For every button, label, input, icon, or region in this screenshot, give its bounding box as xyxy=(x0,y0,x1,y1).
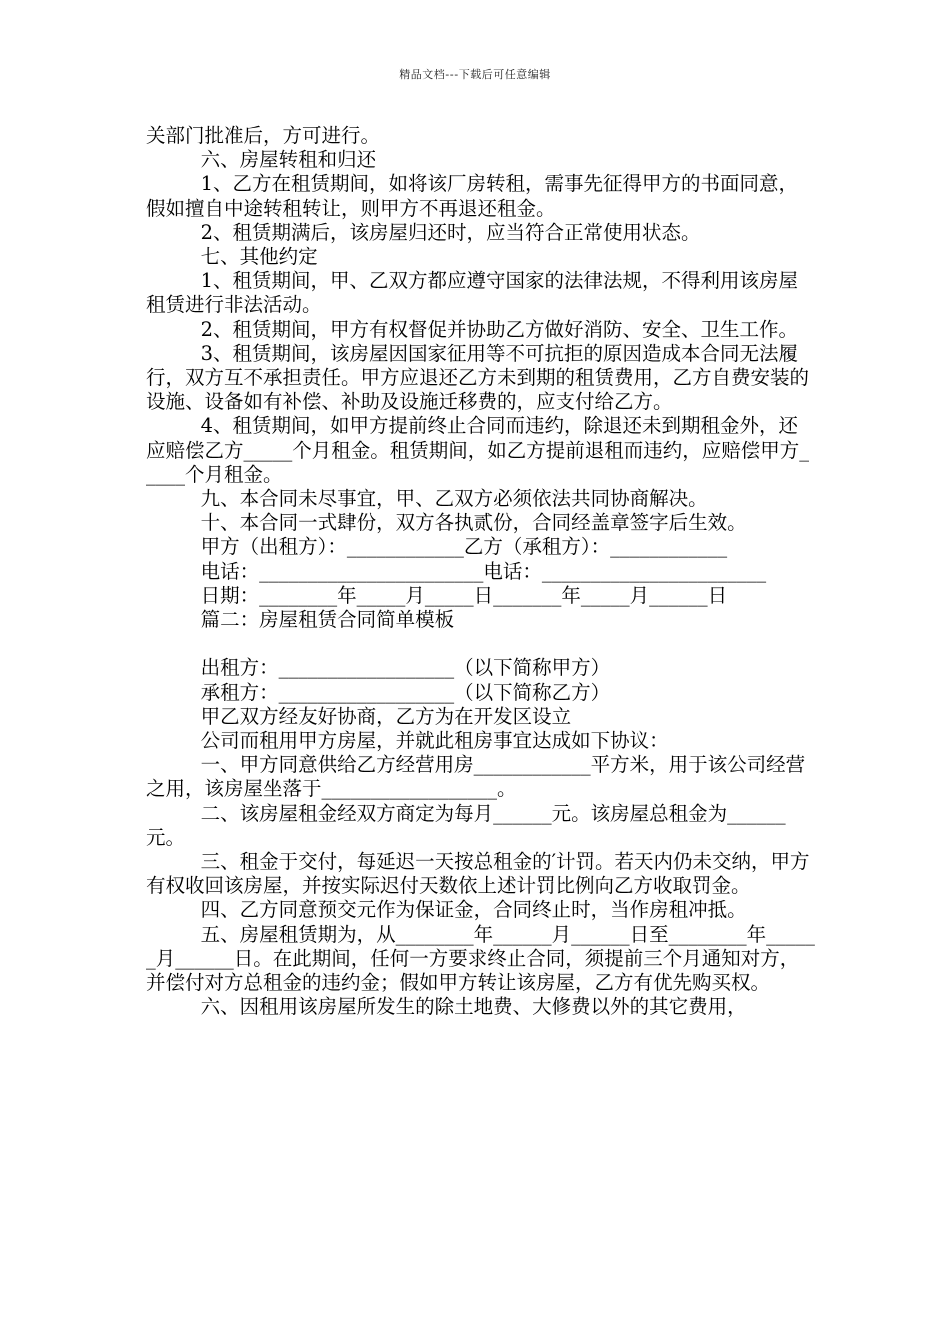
paragraph: 一、甲方同意供给乙方经营用房____________平方米，用于该公司经营之用，该房屋坐落于__________________。 xyxy=(146,753,806,801)
paragraph: 日期：________年_____月_____日_______年_____月______日 xyxy=(200,583,728,607)
paragraph: 4、租赁期间，如甲方提前终止合同而违约，除退还未到期租金外，还应赔偿乙方_____个月租金。租赁期间，如乙方提前退租而违约，应赔偿甲方_____个月租金。 xyxy=(146,414,810,486)
paragraph: 2、租赁期满后，该房屋归还时，应当符合正常使用状态。 xyxy=(200,220,701,244)
paragraph: 十、本合同一式肆份，双方各执贰份，合同经盖章签字后生效。 xyxy=(200,511,747,535)
paragraph: 四、乙方同意预交元作为保证金，合同终止时，当作房租冲抵。 xyxy=(200,898,747,922)
paragraph: 六、房屋转租和归还 xyxy=(200,148,377,172)
paragraph: 出租方：__________________（以下简称甲方） xyxy=(200,656,611,680)
paragraph: 九、本合同未尽事宜，甲、乙双方必须依法共同协商解决。 xyxy=(200,487,708,511)
paragraph: 三、租金于交付，每延迟一天按总租金的′计罚。若天内仍未交纳，甲方有权收回该房屋，并按实际迟付天数依上述计罚比例向乙方收取罚金。 xyxy=(146,850,810,898)
paragraph: 关部门批准后，方可进行。 xyxy=(146,124,381,147)
paragraph: 3、租赁期间，该房屋因国家征用等不可抗拒的原因造成本合同无法履行，双方互不承担责任。甲方应退还乙方未到期的租赁费用，乙方自费安装的设施、设备如有补偿、补助及设施迁移费的，应支付给乙方。 xyxy=(146,341,810,414)
document-body xyxy=(146,124,816,1020)
paragraph xyxy=(146,632,816,656)
paragraph: 1、乙方在租赁期间，如将该厂房转租，需事先征得甲方的书面同意，假如擅自中途转租转让，则甲方不再退还租金。 xyxy=(146,172,799,220)
page-header: 精品文档---下载后可任意编辑 xyxy=(399,68,551,81)
paragraph: 甲方（出租方）：____________乙方（承租方）：____________ xyxy=(200,535,728,559)
paragraph: 1、租赁期间，甲、乙双方都应遵守国家的法律法规，不得利用该房屋租赁进行非法活动。 xyxy=(146,269,799,317)
paragraph: 二、该房屋租金经双方商定为每月______元。该房屋总租金为______元。 xyxy=(146,801,786,849)
paragraph: 甲乙双方经友好协商，乙方为在开发区设立 xyxy=(200,704,572,728)
paragraph: 承租方：__________________（以下简称乙方） xyxy=(200,680,611,704)
paragraph: 五、房屋租赁期为，从________年______月______日至________年______月______日。在此期间，任何一方要求终止合同，须提前三个月通知对方，并偿付对方总租金的违约金；假如甲方转让该房屋，乙方有优先购买权。 xyxy=(146,922,815,995)
paragraph: 七、其他约定 xyxy=(200,245,318,269)
paragraph: 电话：_______________________电话：_______________________ xyxy=(200,559,767,583)
paragraph: 篇二：房屋租赁合同简单模板 xyxy=(200,608,455,632)
paragraph: 2、租赁期间，甲方有权督促并协助乙方做好消防、安全、卫生工作。 xyxy=(200,317,799,341)
paragraph: 公司而租用甲方房屋，并就此租房事宜达成如下协议： xyxy=(200,729,669,753)
paragraph: 六、因租用该房屋所发生的除土地费、大修费以外的其它费用， xyxy=(200,995,747,1019)
